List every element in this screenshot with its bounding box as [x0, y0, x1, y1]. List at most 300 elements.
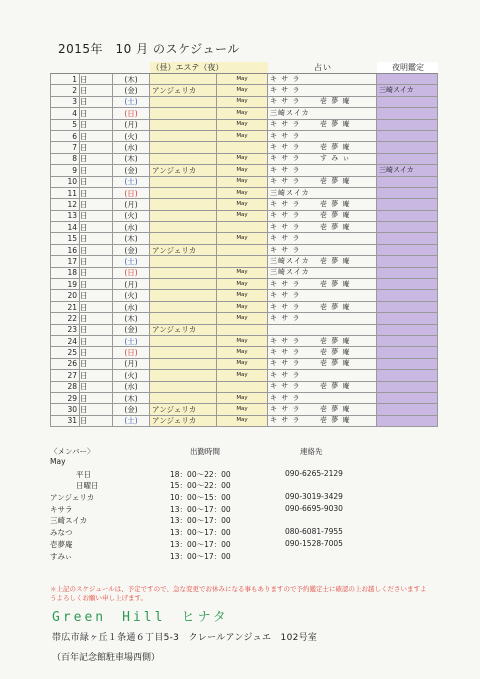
esthe-day-staff	[150, 119, 217, 130]
day-unit: 日	[80, 370, 113, 381]
day-unit: 日	[80, 267, 113, 278]
weekday: (金)	[113, 324, 150, 335]
day-unit: 日	[80, 176, 113, 187]
esthe-night-staff: May	[217, 290, 268, 301]
member-name: 壱夢庵	[50, 539, 73, 549]
day-unit: 日	[80, 210, 113, 221]
yoake-staff	[377, 370, 438, 381]
day-unit: 日	[80, 142, 113, 153]
day-unit: 日	[80, 244, 113, 255]
member-name: みなつ	[50, 528, 73, 538]
uranai-staff-2: 壱 夢 庵	[320, 405, 351, 414]
member-hours: 10：00～15：00	[170, 493, 231, 503]
yoake-staff: 三崎スイカ	[377, 165, 438, 176]
esthe-night-staff: May	[217, 335, 268, 346]
uranai-staff-2: 壱 夢 庵	[320, 359, 351, 368]
weekday: (火)	[113, 210, 150, 221]
schedule-row	[51, 85, 438, 96]
uranai-staff	[268, 176, 377, 187]
uranai-staff-1: キ サ ラ	[270, 222, 301, 231]
day-unit: 日	[80, 199, 113, 210]
uranai-staff-1: キ サ ラ	[270, 234, 301, 243]
member-phone: 090-1528-7005	[285, 538, 343, 548]
schedule-header-row	[51, 62, 438, 74]
esthe-day-staff	[150, 222, 217, 233]
esthe-night-staff: May	[217, 187, 268, 198]
day-unit: 日	[80, 130, 113, 141]
weekday: (日)	[113, 267, 150, 278]
uranai-staff-2: 壱 夢 庵	[320, 279, 351, 288]
day-number: 28	[51, 381, 80, 392]
day-unit: 日	[80, 290, 113, 301]
day-number: 16	[51, 244, 80, 255]
member-hours: 13：00～17：00	[170, 551, 231, 561]
shop-name: Green Hill ヒナタ	[52, 610, 229, 625]
esthe-night-staff: May	[217, 74, 268, 85]
schedule-row	[51, 142, 438, 153]
member-hours: 18：00～22：00	[170, 469, 231, 479]
weekday: (月)	[113, 279, 150, 290]
schedule-table	[50, 62, 438, 427]
schedule-row	[51, 267, 438, 278]
esthe-day-staff	[150, 108, 217, 119]
day-number: 4	[51, 108, 80, 119]
esthe-day-staff: アンジェリカ	[150, 244, 217, 255]
day-unit: 日	[80, 313, 113, 324]
esthe-night-staff	[217, 244, 268, 255]
uranai-staff-1: キ サ ラ	[270, 393, 301, 402]
day-number: 30	[51, 404, 80, 415]
esthe-day-staff	[150, 370, 217, 381]
esthe-day-staff	[150, 130, 217, 141]
yoake-staff	[377, 381, 438, 392]
uranai-staff	[268, 165, 377, 176]
day-number: 6	[51, 130, 80, 141]
yoake-staff	[377, 335, 438, 346]
member-hours: 13：00～17：00	[170, 528, 231, 538]
yoake-staff	[377, 210, 438, 221]
esthe-night-staff: May	[217, 392, 268, 403]
esthe-night-staff: May	[217, 85, 268, 96]
uranai-staff	[268, 279, 377, 290]
member-name: キサラ	[50, 504, 73, 514]
schedule-row	[51, 335, 438, 346]
esthe-day-staff	[150, 210, 217, 221]
member-row	[50, 551, 380, 563]
yoake-staff	[377, 130, 438, 141]
day-number: 9	[51, 165, 80, 176]
esthe-night-staff	[217, 256, 268, 267]
day-number: 22	[51, 313, 80, 324]
day-number: 31	[51, 415, 80, 426]
weekday: (水)	[113, 301, 150, 312]
uranai-staff-1: キ サ ラ	[270, 405, 301, 414]
uranai-staff-1: キ サ ラ	[270, 313, 301, 322]
weekday: (土)	[113, 256, 150, 267]
esthe-night-staff: May	[217, 165, 268, 176]
weekday: (木)	[113, 313, 150, 324]
weekday: (日)	[113, 108, 150, 119]
yoake-staff	[377, 392, 438, 403]
day-number: 26	[51, 358, 80, 369]
day-unit: 日	[80, 392, 113, 403]
weekday: (水)	[113, 381, 150, 392]
uranai-staff-2: 壱 夢 庵	[320, 256, 351, 265]
schedule-row	[51, 279, 438, 290]
day-unit: 日	[80, 279, 113, 290]
schedule-row	[51, 313, 438, 324]
esthe-day-staff	[150, 233, 217, 244]
weekday: (金)	[113, 165, 150, 176]
esthe-day-staff	[150, 392, 217, 403]
schedule-notice: ＊上記のスケジュールは、予定ですので、急な変更でお休みになる事もありますので予約鑑定士に確認の上お越しくださいますようよろしくお願い申し上げます。	[50, 585, 427, 602]
esthe-night-staff: May	[217, 119, 268, 130]
schedule-row	[51, 199, 438, 210]
yoake-staff	[377, 176, 438, 187]
uranai-staff	[268, 392, 377, 403]
yoake-staff	[377, 108, 438, 119]
member-name: 日曜日	[76, 481, 99, 491]
uranai-staff-1: キ サ ラ	[270, 416, 301, 425]
day-unit: 日	[80, 153, 113, 164]
weekday: (木)	[113, 153, 150, 164]
day-number: 24	[51, 335, 80, 346]
day-unit: 日	[80, 74, 113, 85]
uranai-staff-2: 壱 夢 庵	[320, 177, 351, 186]
yoake-staff	[377, 74, 438, 85]
weekday: (木)	[113, 233, 150, 244]
weekday: (月)	[113, 358, 150, 369]
day-unit: 日	[80, 324, 113, 335]
uranai-staff-2: す み ぃ	[320, 154, 351, 163]
esthe-night-staff	[217, 222, 268, 233]
schedule-row	[51, 358, 438, 369]
member-name: すみぃ	[50, 551, 73, 561]
weekday: (水)	[113, 142, 150, 153]
day-number: 12	[51, 199, 80, 210]
member-row	[50, 492, 380, 504]
uranai-staff-1: 三崎スイカ	[270, 268, 310, 277]
yoake-staff	[377, 347, 438, 358]
yoake-staff	[377, 233, 438, 244]
day-number: 5	[51, 119, 80, 130]
esthe-day-staff: アンジェリカ	[150, 324, 217, 335]
day-number: 17	[51, 256, 80, 267]
uranai-staff-2: 壱 夢 庵	[320, 143, 351, 152]
day-unit: 日	[80, 358, 113, 369]
day-number: 8	[51, 153, 80, 164]
day-unit: 日	[80, 233, 113, 244]
yoake-staff	[377, 313, 438, 324]
esthe-night-staff: May	[217, 347, 268, 358]
header-yoake: 夜明鑑定	[377, 62, 438, 74]
esthe-day-staff	[150, 267, 217, 278]
day-unit: 日	[80, 108, 113, 119]
esthe-day-staff	[150, 74, 217, 85]
esthe-day-staff	[150, 279, 217, 290]
schedule-row	[51, 256, 438, 267]
uranai-staff-1: 三崎スイカ	[270, 256, 310, 265]
uranai-staff-2: 壱 夢 庵	[320, 416, 351, 425]
esthe-night-staff: May	[217, 130, 268, 141]
schedule-row	[51, 290, 438, 301]
esthe-day-staff: アンジェリカ	[150, 85, 217, 96]
member-row	[50, 504, 380, 516]
day-unit: 日	[80, 165, 113, 176]
day-number: 3	[51, 96, 80, 107]
day-number: 14	[51, 222, 80, 233]
weekday: (土)	[113, 176, 150, 187]
schedule-row	[51, 187, 438, 198]
weekday: (金)	[113, 85, 150, 96]
member-row	[50, 539, 380, 551]
uranai-staff	[268, 119, 377, 130]
uranai-staff-2: 壱 夢 庵	[320, 382, 351, 391]
day-unit: 日	[80, 404, 113, 415]
esthe-night-staff: May	[217, 108, 268, 119]
member-name: 平日	[76, 469, 91, 479]
uranai-staff	[268, 335, 377, 346]
uranai-staff-2: 壱 夢 庵	[320, 336, 351, 345]
yoake-staff	[377, 324, 438, 335]
uranai-staff	[268, 324, 377, 335]
weekday: (木)	[113, 392, 150, 403]
uranai-staff-1: キ サ ラ	[270, 86, 301, 95]
weekday: (土)	[113, 96, 150, 107]
uranai-staff	[268, 290, 377, 301]
uranai-staff	[268, 301, 377, 312]
yoake-staff	[377, 142, 438, 153]
shop-address: 帯広市緑ヶ丘１条通６丁目5-3 クレールアンジュエ 102号室	[52, 633, 318, 643]
weekday: (火)	[113, 370, 150, 381]
member-list	[50, 457, 380, 562]
uranai-staff	[268, 381, 377, 392]
uranai-staff	[268, 96, 377, 107]
esthe-day-staff	[150, 153, 217, 164]
uranai-staff	[268, 222, 377, 233]
uranai-staff	[268, 404, 377, 415]
uranai-staff	[268, 199, 377, 210]
weekday: (火)	[113, 130, 150, 141]
schedule-row	[51, 222, 438, 233]
day-number: 19	[51, 279, 80, 290]
yoake-staff	[377, 415, 438, 426]
weekday: (金)	[113, 404, 150, 415]
esthe-night-staff	[217, 381, 268, 392]
uranai-staff	[268, 210, 377, 221]
hours-label: 出勤時間	[190, 447, 220, 456]
esthe-night-staff: May	[217, 358, 268, 369]
member-phone: 090-6265-2129	[285, 468, 343, 478]
header-uranai: 占い	[268, 62, 377, 74]
uranai-staff-1: キ サ ラ	[270, 120, 301, 129]
esthe-day-staff: アンジェリカ	[150, 165, 217, 176]
day-number: 21	[51, 301, 80, 312]
esthe-day-staff	[150, 176, 217, 187]
page-title: 2015年 10 月 のスケジュール	[58, 42, 240, 56]
day-number: 15	[51, 233, 80, 244]
uranai-staff-1: キ サ ラ	[270, 165, 301, 174]
schedule-row	[51, 74, 438, 85]
esthe-night-staff: May	[217, 279, 268, 290]
schedule-body	[51, 74, 438, 427]
schedule-row	[51, 301, 438, 312]
yoake-staff	[377, 358, 438, 369]
member-hours: 13：00～17：00	[170, 504, 231, 514]
members-section	[50, 446, 380, 562]
esthe-night-staff: May	[217, 415, 268, 426]
schedule-row	[51, 415, 438, 426]
esthe-day-staff	[150, 256, 217, 267]
esthe-day-staff	[150, 381, 217, 392]
day-unit: 日	[80, 301, 113, 312]
day-number: 7	[51, 142, 80, 153]
day-number: 10	[51, 176, 80, 187]
schedule-row	[51, 404, 438, 415]
member-phone: 090-6695-9030	[285, 503, 343, 513]
esthe-night-staff: May	[217, 233, 268, 244]
uranai-staff-1: キ サ ラ	[270, 177, 301, 186]
day-number: 23	[51, 324, 80, 335]
member-name: May	[50, 457, 66, 466]
schedule-row	[51, 176, 438, 187]
uranai-staff	[268, 74, 377, 85]
esthe-day-staff: アンジェリカ	[150, 404, 217, 415]
uranai-staff	[268, 142, 377, 153]
esthe-night-staff: May	[217, 301, 268, 312]
weekday: (日)	[113, 347, 150, 358]
weekday: (金)	[113, 244, 150, 255]
day-unit: 日	[80, 85, 113, 96]
uranai-staff	[268, 370, 377, 381]
weekday: (木)	[113, 74, 150, 85]
yoake-staff	[377, 187, 438, 198]
member-name: アンジェリカ	[50, 493, 95, 503]
uranai-staff-2: 壱 夢 庵	[320, 120, 351, 129]
uranai-staff	[268, 187, 377, 198]
member-row	[50, 469, 380, 481]
esthe-night-staff	[217, 142, 268, 153]
member-row	[50, 457, 380, 469]
uranai-staff-2: 壱 夢 庵	[320, 348, 351, 357]
yoake-staff	[377, 404, 438, 415]
member-hours: 15：00～22：00	[170, 481, 231, 491]
contact-label: 連絡先	[300, 447, 323, 456]
esthe-night-staff: May	[217, 96, 268, 107]
uranai-staff-2: 壱 夢 庵	[320, 302, 351, 311]
uranai-staff	[268, 233, 377, 244]
day-unit: 日	[80, 187, 113, 198]
uranai-staff	[268, 85, 377, 96]
esthe-day-staff	[150, 358, 217, 369]
day-unit: 日	[80, 119, 113, 130]
yoake-staff: 三崎スイカ	[377, 85, 438, 96]
esthe-night-staff: May	[217, 153, 268, 164]
yoake-staff	[377, 267, 438, 278]
yoake-staff	[377, 199, 438, 210]
day-unit: 日	[80, 415, 113, 426]
uranai-staff	[268, 244, 377, 255]
schedule-row	[51, 119, 438, 130]
esthe-day-staff	[150, 347, 217, 358]
schedule-row	[51, 165, 438, 176]
schedule-row	[51, 96, 438, 107]
day-number: 1	[51, 74, 80, 85]
member-phone: 080-6081-7955	[285, 527, 343, 537]
uranai-staff	[268, 267, 377, 278]
day-number: 25	[51, 347, 80, 358]
day-unit: 日	[80, 256, 113, 267]
uranai-staff	[268, 358, 377, 369]
esthe-day-staff	[150, 335, 217, 346]
yoake-staff	[377, 153, 438, 164]
day-unit: 日	[80, 347, 113, 358]
uranai-staff-1: キ サ ラ	[270, 370, 301, 379]
esthe-day-staff	[150, 290, 217, 301]
weekday: (月)	[113, 199, 150, 210]
uranai-staff-1: キ サ ラ	[270, 154, 301, 163]
esthe-night-staff: May	[217, 370, 268, 381]
uranai-staff-2: 壱 夢 庵	[320, 211, 351, 220]
member-row	[50, 527, 380, 539]
day-number: 27	[51, 370, 80, 381]
uranai-staff	[268, 108, 377, 119]
schedule-row	[51, 324, 438, 335]
uranai-staff-1: キ サ ラ	[270, 211, 301, 220]
uranai-staff	[268, 256, 377, 267]
day-number: 13	[51, 210, 80, 221]
uranai-staff-1: キ サ ラ	[270, 291, 301, 300]
members-label: 〈メンバー〉	[50, 447, 95, 456]
esthe-night-staff: May	[217, 313, 268, 324]
uranai-staff-1: キ サ ラ	[270, 382, 301, 391]
esthe-night-staff: May	[217, 210, 268, 221]
yoake-staff	[377, 96, 438, 107]
yoake-staff	[377, 279, 438, 290]
uranai-staff-1: キ サ ラ	[270, 336, 301, 345]
uranai-staff-1: キ サ ラ	[270, 359, 301, 368]
schedule-row	[51, 210, 438, 221]
esthe-day-staff	[150, 96, 217, 107]
day-number: 11	[51, 187, 80, 198]
day-number: 29	[51, 392, 80, 403]
esthe-day-staff	[150, 199, 217, 210]
esthe-night-staff: May	[217, 267, 268, 278]
esthe-day-staff	[150, 187, 217, 198]
uranai-staff-1: キ サ ラ	[270, 97, 301, 106]
uranai-staff-1: キ サ ラ	[270, 348, 301, 357]
weekday: (火)	[113, 290, 150, 301]
member-row	[50, 515, 380, 527]
schedule-row	[51, 153, 438, 164]
uranai-staff-1: キ サ ラ	[270, 302, 301, 311]
esthe-day-staff	[150, 301, 217, 312]
uranai-staff-2: 壱 夢 庵	[320, 97, 351, 106]
weekday: (土)	[113, 415, 150, 426]
member-row	[50, 480, 380, 492]
shop-landmark: （百年記念館駐車場西側）	[52, 653, 161, 663]
schedule-row	[51, 130, 438, 141]
uranai-staff-1: 三崎スイカ	[270, 108, 310, 117]
day-number: 20	[51, 290, 80, 301]
uranai-staff-2: 壱 夢 庵	[320, 199, 351, 208]
schedule-row	[51, 347, 438, 358]
yoake-staff	[377, 119, 438, 130]
yoake-staff	[377, 256, 438, 267]
day-number: 18	[51, 267, 80, 278]
header-esthe: （昼）エステ（夜）	[150, 62, 268, 74]
member-hours: 13：00～17：00	[170, 539, 231, 549]
